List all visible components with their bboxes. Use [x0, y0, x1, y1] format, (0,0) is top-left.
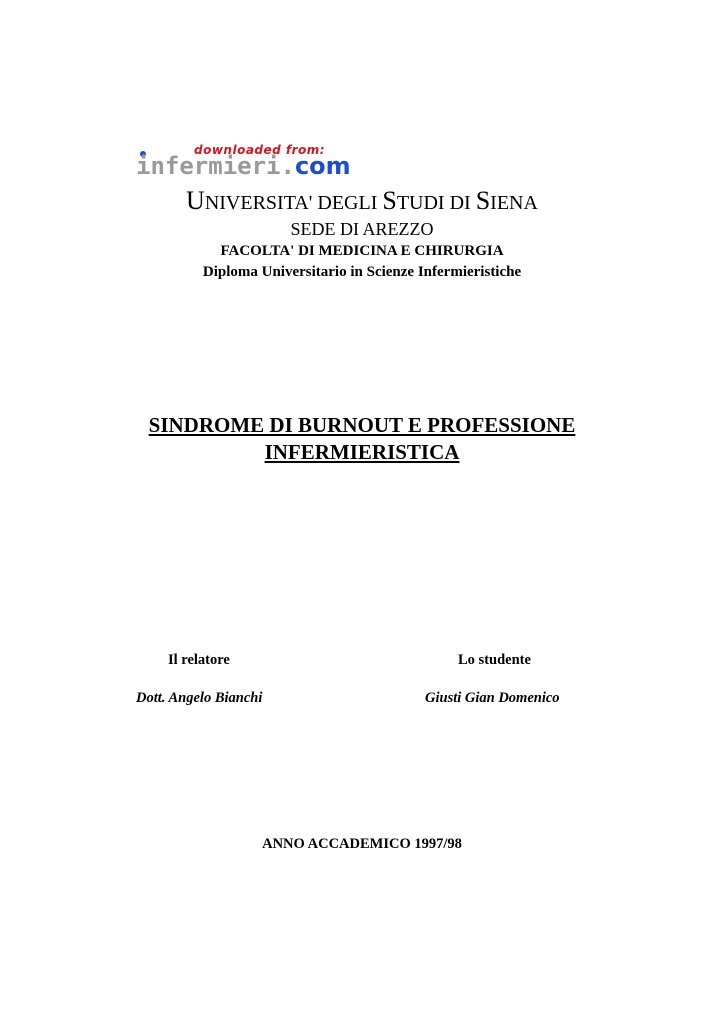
logo-tagline: downloaded from:	[194, 143, 326, 157]
thesis-title-line-2: INFERMIERISTICA	[264, 440, 460, 464]
university-initial-u: U	[186, 186, 205, 215]
sede-heading: SEDE DI AREZZO	[290, 219, 434, 239]
university-initial-s2: S	[475, 186, 491, 215]
logo-wordmark	[136, 153, 351, 183]
thesis-title	[0, 412, 724, 466]
academic-year: ANNO ACCADEMICO 1997/98	[262, 836, 462, 852]
studente-label: Lo studente	[458, 652, 531, 668]
thesis-title-line-1: SINDROME DI BURNOUT E PROFESSIONE	[148, 413, 576, 437]
university-part-2: TUDI DI	[396, 192, 476, 214]
facolta-heading: FACOLTA' DI MEDICINA E CHIRURGIA	[220, 243, 504, 259]
relatore-label: Il relatore	[168, 652, 230, 668]
relatore-name: Dott. Angelo Bianchi	[136, 690, 263, 706]
diploma-heading: Diploma Universitario in Scienze Infermieristiche	[202, 264, 522, 280]
logo-suffix: com	[294, 152, 351, 180]
logo-word: infermieri.	[136, 152, 295, 180]
studente-name: Giusti Gian Domenico	[425, 690, 560, 706]
university-initial-s1: S	[382, 186, 397, 215]
university-part-1: NIVERSITA' DEGLI	[204, 192, 383, 214]
university-part-3: IENA	[490, 192, 538, 214]
university-name	[0, 186, 724, 218]
infermieri-logo	[136, 143, 386, 179]
